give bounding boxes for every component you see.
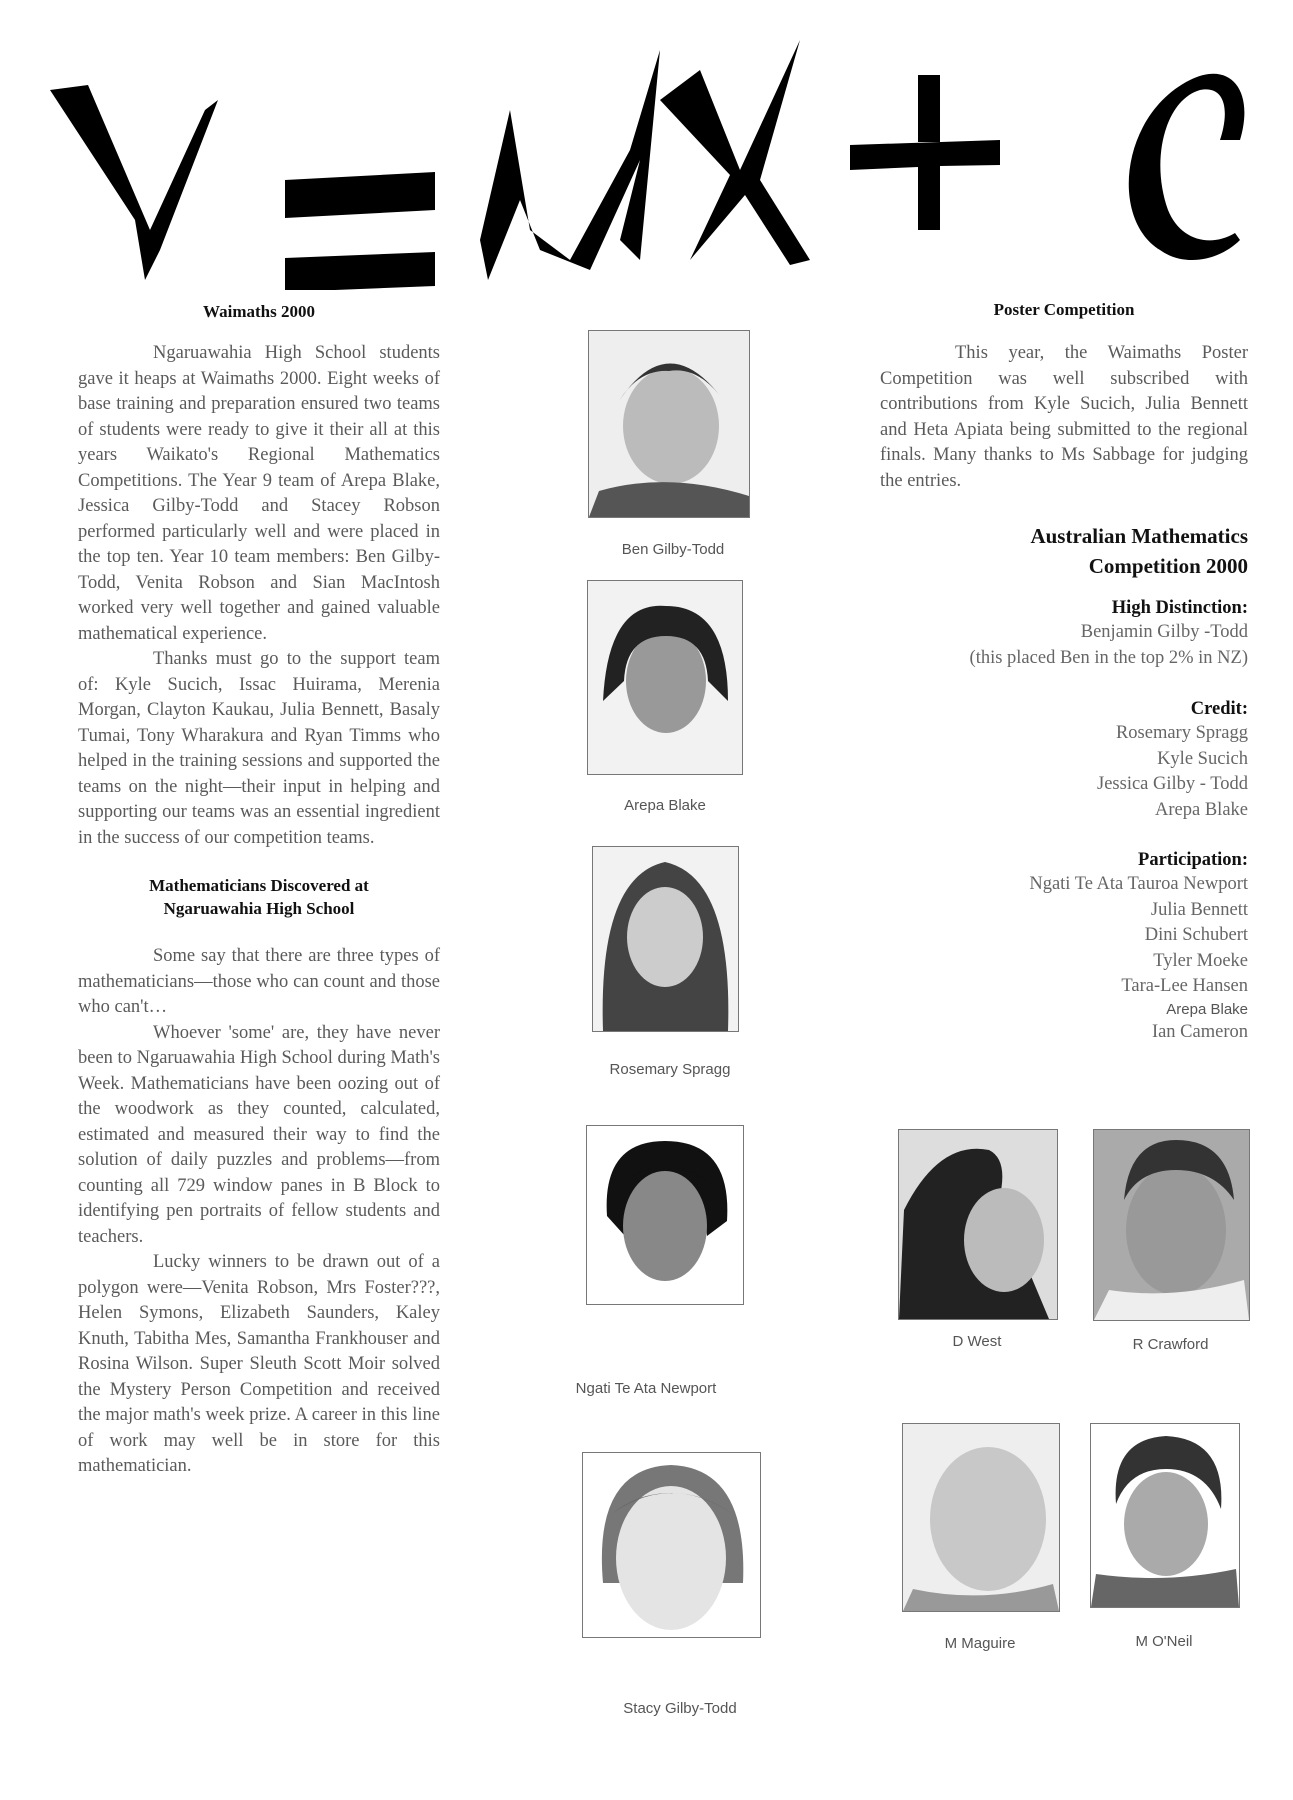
article-paragraph: Lucky winners to be drawn out of a polygon were—Venita Robson, Mrs Foster???, Helen Symons, Elizabeth Saunders, Kaley Knuth, Tabitha Mes, Samantha Frankhouser and Rosina Wilson. Super Sleuth Scott Moir solved the Mystery Person Competition and received the major math's week prize. A career in this line of work may well be in store for this mathematician. — [78, 1252, 440, 1476]
teacher-photo — [1090, 1423, 1240, 1608]
portrait-image — [593, 847, 738, 1031]
high-distinction-list — [880, 620, 1248, 671]
award-name: Ian Cameron — [1151, 1021, 1248, 1042]
article-paragraph: Thanks must go to the support team of: Kyle Sucich, Issac Huirama, Merenia Morgan, Clayton Kaukau, Julia Bennett, Basaly Tumai, Tony Wharakura and Ryan Timms who helped in the training sessions and supported the teams on the night—their input in helping and supporting our teams was an essential ingredient in the success of our competition teams. — [78, 649, 440, 848]
article-paragraph: Whoever 'some' are, they have never been to Ngaruawahia High School during Math's Week. Mathematicians have been oozing out of the woodwork as they counted, calculated, estimated and measured their way to find the solution of daily puzzles and problems—from counting all 729 window panes in B Block to identifying pen portraits of fellow students and teachers. — [78, 1022, 440, 1247]
equals-sign — [285, 172, 435, 290]
photo-caption: Rosemary Spragg — [609, 1061, 731, 1078]
portrait-image — [1091, 1424, 1239, 1607]
participation-label: Participation: — [1138, 850, 1248, 870]
title-banner — [40, 30, 1260, 290]
student-photo — [588, 330, 750, 518]
photo-caption: Stacy Gilby-Todd — [623, 1700, 737, 1717]
letter-m — [480, 50, 660, 280]
award-name: Arepa Blake — [1166, 1000, 1248, 1018]
student-photo — [587, 580, 743, 775]
photo-caption: Arepa Blake — [624, 797, 706, 814]
award-name: Julia Bennett — [1150, 899, 1248, 920]
poster-competition-heading: Poster Competition — [993, 300, 1135, 319]
photo-caption: Ngati Te Ata Newport — [575, 1380, 717, 1397]
waimaths-article — [78, 341, 440, 851]
award-name: Jessica Gilby - Todd — [1097, 774, 1248, 794]
article-paragraph: This year, the Waimaths Poster Competition was well subscribed with contributions from Kyle Sucich, Julia Bennett and Heta Apiata being submitted to the regional finals. Many thanks to Ms Sabbage for judging the entries. — [880, 343, 1248, 491]
student-photo — [582, 1452, 761, 1638]
award-name: Arepa Blake — [1155, 799, 1248, 820]
teacher-photo — [902, 1423, 1060, 1612]
letter-x — [660, 40, 810, 265]
award-name: Dini Schubert — [1144, 925, 1248, 945]
award-name: Tara-Lee Hansen — [1121, 976, 1248, 996]
photo-caption: R Crawford — [1132, 1336, 1209, 1353]
student-photo — [586, 1125, 744, 1305]
equation-title-graphic — [40, 30, 1260, 290]
portrait-image — [589, 331, 749, 517]
portrait-image — [1094, 1130, 1249, 1320]
poster-competition-article — [880, 341, 1248, 494]
heading-line: Competition 2000 — [1088, 554, 1248, 578]
award-name: Ngati Te Ata Tauroa Newport — [1029, 874, 1248, 894]
mathematicians-article — [78, 944, 440, 1480]
waimaths-heading: Waimaths 2000 — [203, 302, 315, 321]
credit-label: Credit: — [1190, 699, 1248, 719]
heading-line: Mathematicians Discovered at — [149, 876, 369, 895]
mathematicians-heading — [78, 874, 440, 920]
right-column — [880, 298, 1248, 1045]
amc-heading — [880, 521, 1248, 581]
credit-list — [880, 721, 1248, 823]
left-column — [78, 300, 440, 1480]
teacher-photo — [898, 1129, 1058, 1320]
high-distinction-label: High Distinction: — [1111, 598, 1248, 618]
heading-line: Ngaruawahia High School — [163, 899, 355, 918]
portrait-image — [588, 581, 742, 774]
photo-caption: D West — [952, 1333, 1002, 1350]
award-name: Tyler Moeke — [1153, 950, 1248, 971]
heading-line: Australian Mathematics — [1030, 524, 1248, 548]
letter-y — [50, 85, 218, 280]
photo-caption: M O'Neil — [1135, 1633, 1193, 1650]
award-name: Rosemary Spragg — [1115, 723, 1248, 743]
portrait-image — [587, 1126, 743, 1304]
photo-caption: Ben Gilby-Todd — [621, 541, 725, 558]
plus-sign — [850, 75, 1000, 230]
award-name: Kyle Sucich — [1157, 748, 1248, 769]
student-photo — [592, 846, 739, 1032]
article-paragraph: Some say that there are three types of mathematicians—those who can count and those who can't… — [78, 946, 440, 1017]
award-note: (this placed Ben in the top 2% in NZ) — [969, 647, 1248, 668]
teacher-photo — [1093, 1129, 1250, 1321]
letter-c — [1129, 74, 1245, 260]
participation-list — [880, 872, 1248, 1045]
portrait-image — [903, 1424, 1059, 1611]
portrait-image — [899, 1130, 1057, 1319]
portrait-image — [583, 1453, 760, 1637]
photo-caption: M Maguire — [944, 1635, 1016, 1652]
article-paragraph: Ngaruawahia High School students gave it heaps at Waimaths 2000. Eight weeks of base training and preparation ensured two teams of students were ready to give it their all at this years Waikato's Regional Mathematics Competitions. The Year 9 team of Arepa Blake, Jessica Gilby-Todd and Stacey Robson performed particularly well and were placed in the top ten. Year 10 team members: Ben Gilby-Todd, Venita Robson and Sian MacIntosh worked very well together and gained valuable mathematical experience. — [78, 343, 440, 644]
award-name: Benjamin Gilby -Todd — [1080, 622, 1248, 642]
